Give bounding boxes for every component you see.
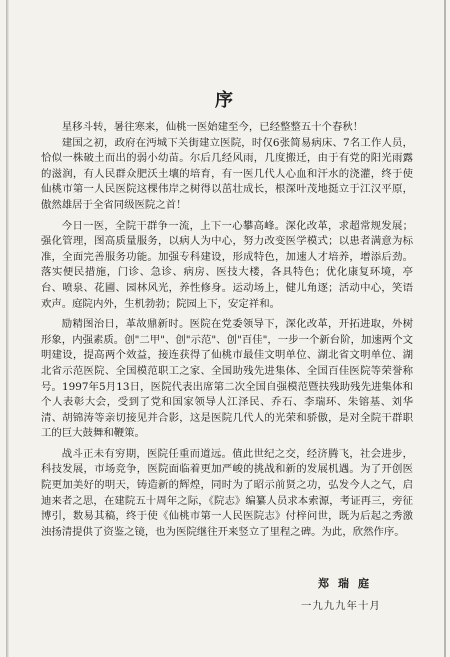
paragraph: 建国之初，政府在沔城下关街建立医院，时仅6张简易病床、7名工作人员，恰似一株破土而出的弱小幼苗。尔后几经风雨，几度搬迁，由于有党的阳光雨露的滋润，有人民群众肥沃土壤的培育，有一医几代人心血和汗水的浇灌，终于使仙桃市第一人民医院这棵伟岸之树得以茁壮成长，根深叶茂地挺立于江汉平原，傲然雄居于全省同级医院之首！	[41, 136, 413, 211]
author-signature: 郑瑞庭	[318, 577, 378, 590]
preface-body	[41, 120, 413, 540]
paragraph: 战斗正未有穷期，医院任重而道远。值此世纪之交，经济腾飞，社会进步，科技发展，市场竞争，医院面临着更加严峻的挑战和新的发展机遇。为了开创医院更加美好的明天，铸造新的辉煌，同时为了昭示前贤之功，弘发今人之气，启迪来者之思，在建院五十周年之际，《院志》编纂人员求本索源，考证再三，旁征博引，数易其稿，终于使《仙桃市第一人民医院志》付梓问世，既为后起之秀激浊扬清提供了资鉴之镜，也为医院继往开来竖立了里程之碑。为此，欣然作序。	[41, 447, 413, 538]
paragraph: 星移斗转，暑往寒来，仙桃一医始建至今，已经整整五十个春秋！	[61, 121, 364, 133]
paragraph: 励精图治日，革故鼎新时。医院在党委领导下，深化改革，开拓进取，外树形象，内强素质。创"二甲"、创"示范"、创"百佳"，一步一个新台阶，加速两个文明建设，提高两个效益，接连获得了仙桃市最佳文明单位、湖北省文明单位、湖北省示范医院、全国模范职工之家、全国助残先进集体、全国百佳医院等荣誉称号。1997年5月13日，医院代表出席第二次全国自强模范暨扶残助残先进集体和个人表彰大会，受到了党和国家领导人江泽民、乔石、李瑞环、朱镕基、刘华清、胡锦涛等亲切接见并合影，这是医院几代人的光荣和骄傲，是对全院干群职工的巨大鼓舞和鞭策。	[41, 318, 413, 440]
page-title: 序	[215, 90, 235, 111]
preface-date: 一九九九年十月	[301, 600, 381, 612]
paragraph: 今日一医，全院干群争一流，上下一心攀高峰。深化改革，求超常规发展；强化管理，图高质量服务，以病人为中心，努力改变医学模式；以患者满意为标准，全面完善服务功能。加强专科建设，形成特色，加速人才培养，增添后劲。落实便民措施，门诊、急诊、病房、医技大楼，各具特色；优化康复环境，亭台、喷泉、花圃、园林风光，养性修身。运动场上，健儿角逐；活动中心，笑语欢声。庭院内外，生机勃勃；院园上下，安定祥和。	[41, 219, 413, 310]
